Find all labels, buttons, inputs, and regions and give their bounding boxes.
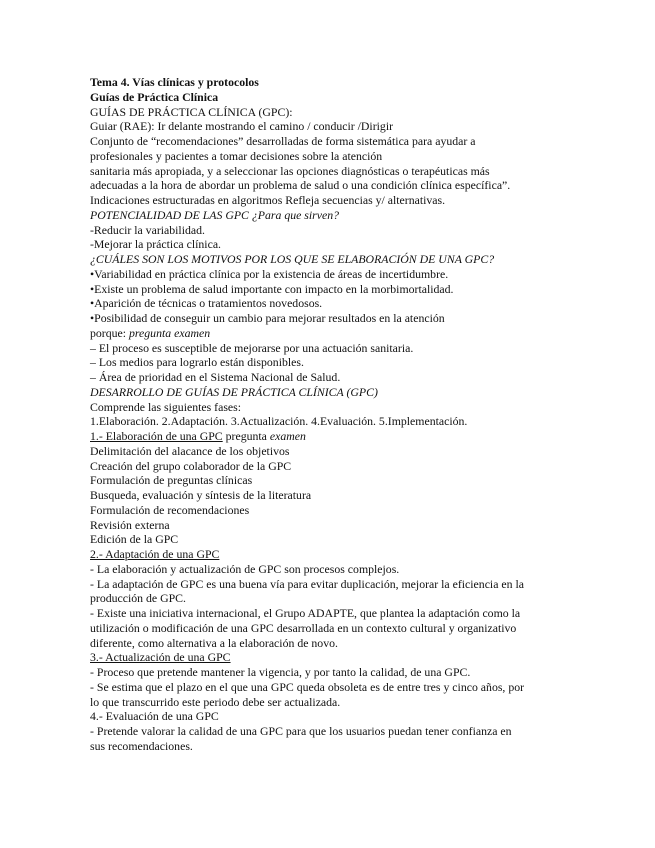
exam-note: pregunta examen — [129, 325, 211, 340]
definition-line: Indicaciones estructuradas en algoritmos Refleja secuencias y/ alternativas. — [90, 193, 446, 207]
motive-item: •Variabilidad en práctica clínica por la existencia de áreas de incertidumbre. — [90, 266, 449, 281]
section1-item: Formulación de recomendaciones — [90, 502, 250, 517]
section1-item: Creación del grupo colaborador de la GPC — [90, 458, 292, 473]
section3-paragraph: - Proceso que pretende mantener la vigencia, y por tanto la calidad, de una GPC. — [90, 665, 471, 679]
because-line — [90, 326, 580, 341]
rae-definition: Guiar (RAE): Ir delante mostrando el camino / conducir /Dirigir — [90, 119, 394, 134]
definition-line: adecuadas a la hora de abordar un problema de salud o una condición clínica específica”. — [90, 178, 511, 193]
because-label: porque: — [90, 325, 127, 340]
potential-item: -Reducir la variabilidad. — [90, 222, 205, 237]
section3-paragraph-line: - Se estima que el plazo en el que una GPC queda obsoleta es de entre tres y cinco años, por — [90, 679, 525, 694]
section2-paragraph-line: producción de GPC. — [90, 591, 186, 606]
section1-item: Revisión externa — [90, 517, 170, 532]
section1-heading: 1.- Elaboración de una GPC — [90, 429, 223, 443]
section3-heading: 3.- Actualización de una GPC — [90, 650, 231, 665]
page-subtitle: Guías de Práctica Clínica — [90, 89, 219, 104]
development-phases: 1.Elaboración. 2.Adaptación. 3.Actualización. 4.Evaluación. 5.Implementación. — [90, 414, 468, 429]
section1-heading-suffix: pregunta — [225, 429, 267, 443]
section1-item: Delimitación del alacance de los objetivos — [90, 443, 290, 458]
definition-heading: GUÍAS DE PRÁCTICA CLÍNICA (GPC): — [90, 104, 293, 119]
development-heading: DESARROLLO DE GUÍAS DE PRÁCTICA CLÍNICA (GPC) — [90, 384, 378, 399]
section2-heading: 2.- Adaptación de una GPC — [90, 547, 220, 561]
section1-item: Edición de la GPC — [90, 532, 179, 547]
definition-line: sanitaria más apropiada, y a seleccionar las opciones diagnósticas o terapéuticas más — [90, 163, 490, 178]
section3-paragraph-line: lo que transcurrido este periodo debe ser actualizada. — [90, 694, 341, 709]
section1-item: Busqueda, evaluación y síntesis de la literatura — [90, 488, 312, 502]
motive-item: •Aparición de técnicas o tratamientos novedosos. — [90, 296, 323, 311]
section1-item: Formulación de preguntas clínicas — [90, 473, 253, 488]
section4-paragraph-line: - Pretende valorar la calidad de una GPC para que los usuarios puedan tener confianza en — [90, 724, 512, 738]
motives-heading: ¿CUÁLES SON LOS MOTIVOS POR LOS QUE SE ELABORACIÓN DE UNA GPC? — [90, 252, 495, 266]
potential-heading: POTENCIALIDAD DE LAS GPC ¿Para que sirven? — [90, 207, 340, 222]
potential-item: -Mejorar la práctica clínica. — [90, 237, 221, 252]
reason-item: – El proceso es susceptible de mejorarse por una actuación sanitaria. — [90, 340, 414, 355]
section2-paragraph-line: - Existe una iniciativa internacional, el Grupo ADAPTE, que plantea la adaptación como la — [90, 606, 521, 620]
document-page — [90, 75, 580, 754]
motive-item: •Posibilidad de conseguir un cambio para mejorar resultados en la atención — [90, 311, 445, 325]
development-intro: Comprende las siguientes fases: — [90, 399, 242, 414]
definition-line: profesionales y pacientes a tomar decisiones sobre la atención — [90, 148, 383, 163]
section2-paragraph-line: diferente, como alternativa a la elaboración de novo. — [90, 635, 338, 650]
section2-paragraph-line: - La adaptación de GPC es una buena vía para evitar duplicación, mejorar la eficiencia en la — [90, 576, 524, 591]
section4-heading: 4.- Evaluación de una GPC — [90, 709, 219, 724]
section2-paragraph: - La elaboración y actualización de GPC son procesos complejos. — [90, 561, 400, 576]
section4-paragraph-line: sus recomendaciones. — [90, 738, 193, 753]
reason-item: – Los medios para lograrlo están disponibles. — [90, 355, 304, 370]
section1-heading-line — [90, 429, 580, 444]
page-title: Tema 4. Vías clínicas y protocolos — [90, 75, 259, 89]
section1-exam-note: examen — [269, 429, 306, 443]
motive-item: •Existe un problema de salud importante con impacto en la morbimortalidad. — [90, 281, 454, 296]
definition-line: Conjunto de “recomendaciones” desarrolladas de forma sistemática para ayudar a — [90, 134, 476, 148]
section2-paragraph-line: utilización o modificación de una GPC desarrollada en un contexto cultural y organizativo — [90, 620, 517, 635]
reason-item: – Área de prioridad en el Sistema Nacional de Salud. — [90, 370, 341, 384]
